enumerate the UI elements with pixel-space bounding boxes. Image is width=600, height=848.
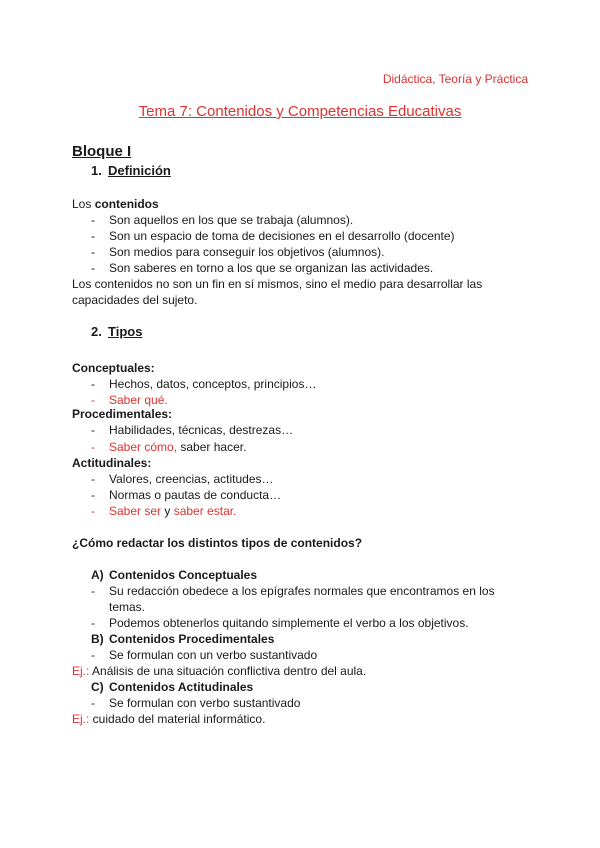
- section-label: Tipos: [108, 324, 143, 339]
- intro-bold: contenidos: [94, 197, 159, 211]
- intro-prefix: Los: [72, 197, 95, 211]
- section-label: Definición: [108, 163, 171, 178]
- document-page: Didáctica, Teoría y Práctica Tema 7: Contenidos y Competencias Educativas Bloque I 1. Definición Los contenidos - Son aquellos en los que se trabaja (alumnos). - Son un espacio de toma de decisiones en el desarrollo (docente) - Son medios para conseguir los objetivos (alumnos). - Son saberes en torno a los que se organizan las actividades. Los contenidos no son un fin en sí mismos, sino el medio para desarrollar las capacidades del sujeto. 2. Tipos Conceptuales: - Hechos, datos, conceptos, principios… - Saber qué. Procedimentales: - Habilidades, técnicas, destrezas… - Saber cómo, saber hacer. Actitudinales: - Valores, creencias, actitudes… - Normas o pautas de conducta… - Saber ser y saber estar. ¿Cómo redactar los distintos tipos de contenidos? A) Contenidos Conceptuales - Su redacción obedece a los epígrafes normales que encontramos en los temas. - Podemos obtenerlos quitando simplemente el verbo a los objetivos. B) Contenidos Procedimentales - Se formulan con un verbo sustantivado Ej.: Análisis de una situación conflictiva dentro del aula. C) Contenidos Actitudinales - Se formulan con verbo sustantivado Ej.: cuidado del material informático.: [0, 0, 600, 848]
- section-number: 1.: [91, 163, 102, 178]
- example-line: Ej.: Análisis de una situación conflictiva dentro del aula.: [72, 664, 367, 678]
- subsection-b-heading: B) Contenidos Procedimentales: [91, 632, 275, 646]
- actitudinales-heading: Actitudinales:: [72, 456, 152, 470]
- page-title: Tema 7: Contenidos y Competencias Educativas: [138, 103, 462, 120]
- redactar-question: ¿Cómo redactar los distintos tipos de contenidos?: [72, 536, 363, 550]
- definicion-paragraph-line: Los contenidos no son un fin en sí mismos, sino el medio para desarrollar las: [72, 277, 483, 291]
- definicion-paragraph-line: capacidades del sujeto.: [72, 293, 198, 307]
- example-line: Ej.: cuidado del material informático.: [72, 712, 266, 726]
- conceptuales-heading: Conceptuales:: [72, 361, 155, 375]
- procedimentales-heading: Procedimentales:: [72, 407, 173, 421]
- section-number: 2.: [91, 324, 102, 339]
- bloque-heading: Bloque I: [72, 143, 132, 160]
- section-definicion-heading: [91, 163, 171, 179]
- section-tipos-heading: [91, 324, 142, 340]
- subsection-c-heading: C) Contenidos Actitudinales: [91, 680, 254, 694]
- document-header: Didáctica, Teoría y Práctica: [382, 72, 528, 86]
- subsection-a-heading: A) Contenidos Conceptuales: [91, 568, 258, 582]
- definicion-intro: [72, 196, 159, 212]
